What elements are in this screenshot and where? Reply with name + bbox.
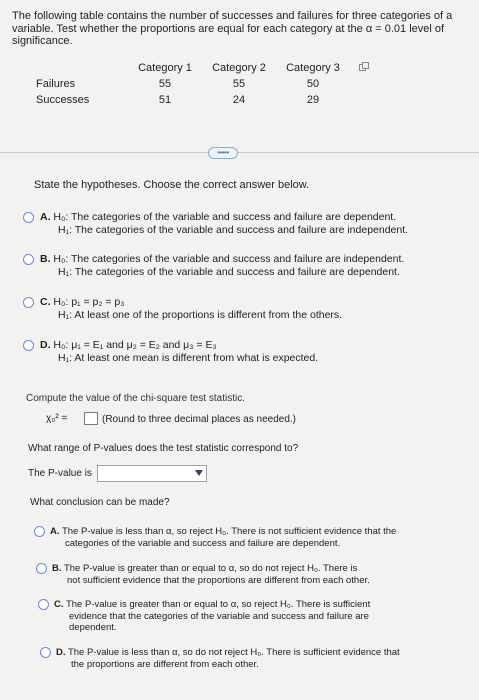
option-line1: The P-value is less than α, so do not reject H₀. There is sufficient evidence that xyxy=(67,647,400,658)
concl-option-d[interactable] xyxy=(56,647,476,670)
conclusion-question: What conclusion can be made? xyxy=(30,497,170,508)
hyp-option-a[interactable] xyxy=(40,211,460,237)
table-header-cat1: Category 1 xyxy=(138,62,192,74)
table-cell: 51 xyxy=(158,94,172,106)
option-line1: The P-value is greater than or equal to α, so reject H₀. There is sufficient xyxy=(65,599,371,610)
option-line2: H₁: At least one mean is different from what is expected. xyxy=(58,352,319,364)
option-letter: C. xyxy=(40,296,51,308)
table-row xyxy=(26,76,350,92)
table-cell: 50 xyxy=(306,78,320,90)
option-line2: the proportions are different from each other. xyxy=(71,658,259,670)
option-line3: dependent. xyxy=(69,622,117,633)
table-cell: 55 xyxy=(158,78,172,90)
option-line2: H₁: At least one of the proportions is different from the others. xyxy=(58,309,343,321)
option-letter: C. xyxy=(54,599,64,610)
expand-button[interactable]: ••••• xyxy=(208,147,238,159)
option-line1: H₀: p₁ = p₂ = p₃ xyxy=(53,296,125,308)
problem-intro: The following table contains the number of successes and failures for three categories of a variable. Test whether the proportions are equal for each category at the α = 0.01 level of significance. xyxy=(12,10,453,47)
table-cell: 55 xyxy=(232,78,246,90)
radio-hyp-c[interactable] xyxy=(23,297,34,308)
chi-square-input[interactable] xyxy=(84,412,98,425)
radio-concl-b[interactable] xyxy=(36,563,47,574)
radio-hyp-b[interactable] xyxy=(23,254,34,265)
copy-table-icon[interactable] xyxy=(359,62,369,71)
rounding-hint: (Round to three decimal places as needed.) xyxy=(102,414,297,425)
table-cell: 29 xyxy=(306,94,320,106)
table-header-empty xyxy=(26,60,128,76)
radio-concl-c[interactable] xyxy=(38,599,49,610)
hyp-option-d[interactable] xyxy=(40,339,460,365)
chi-square-label: χ₀² = xyxy=(46,413,68,424)
pvalue-question: What range of P-values does the test statistic correspond to? xyxy=(28,443,299,454)
option-line1: H₀: μ₁ = E₁ and μ₂ = E₂ and μ₃ = E₃ xyxy=(53,339,217,351)
option-line1: H₀: The categories of the variable and success and failure are independent. xyxy=(53,253,405,265)
option-letter: B. xyxy=(40,253,51,265)
option-letter: A. xyxy=(40,211,51,223)
option-letter: D. xyxy=(40,339,51,351)
row-label-failures: Failures xyxy=(36,78,76,90)
option-line2: evidence that the categories of the variable and success and failure are xyxy=(69,610,369,622)
option-line2: not sufficient evidence that the proportions are different from each other. xyxy=(67,574,370,586)
table-header-row xyxy=(26,60,350,76)
pvalue-label: The P-value is xyxy=(28,468,92,479)
radio-concl-a[interactable] xyxy=(34,526,45,537)
option-letter: D. xyxy=(56,647,66,658)
table-cell: 24 xyxy=(232,94,246,106)
option-line1: The P-value is less than α, so reject H₀. There is not sufficient evidence that the xyxy=(61,526,397,537)
concl-option-a[interactable] xyxy=(50,526,470,549)
radio-hyp-d[interactable] xyxy=(23,340,34,351)
compute-prompt: Compute the value of the chi-square test statistic. xyxy=(26,393,245,404)
hypotheses-question: State the hypotheses. Choose the correct answer below. xyxy=(34,179,310,191)
hyp-option-b[interactable] xyxy=(40,253,460,279)
dropdown-arrow-icon xyxy=(195,470,203,476)
section-divider xyxy=(0,152,479,153)
concl-option-c[interactable] xyxy=(54,599,474,634)
radio-concl-d[interactable] xyxy=(40,647,51,658)
option-letter: B. xyxy=(52,563,62,574)
option-line2: H₁: The categories of the variable and success and failure are dependent. xyxy=(58,266,400,278)
table-header-cat2: Category 2 xyxy=(212,62,266,74)
radio-hyp-a[interactable] xyxy=(23,212,34,223)
table-row xyxy=(26,92,350,108)
concl-option-b[interactable] xyxy=(52,563,472,586)
table-header-cat3: Category 3 xyxy=(286,62,340,74)
row-label-successes: Successes xyxy=(36,94,90,106)
option-line1: H₀: The categories of the variable and success and failure are dependent. xyxy=(53,211,397,223)
hyp-option-c[interactable] xyxy=(40,296,460,322)
option-line2: H₁: The categories of the variable and success and failure are independent. xyxy=(58,224,409,236)
option-letter: A. xyxy=(50,526,60,537)
data-table xyxy=(26,60,350,108)
option-line2: categories of the variable and success and failure are dependent. xyxy=(65,537,341,549)
option-line1: The P-value is greater than or equal to α, so do not reject H₀. There is xyxy=(63,563,358,574)
pvalue-dropdown[interactable] xyxy=(97,465,207,482)
